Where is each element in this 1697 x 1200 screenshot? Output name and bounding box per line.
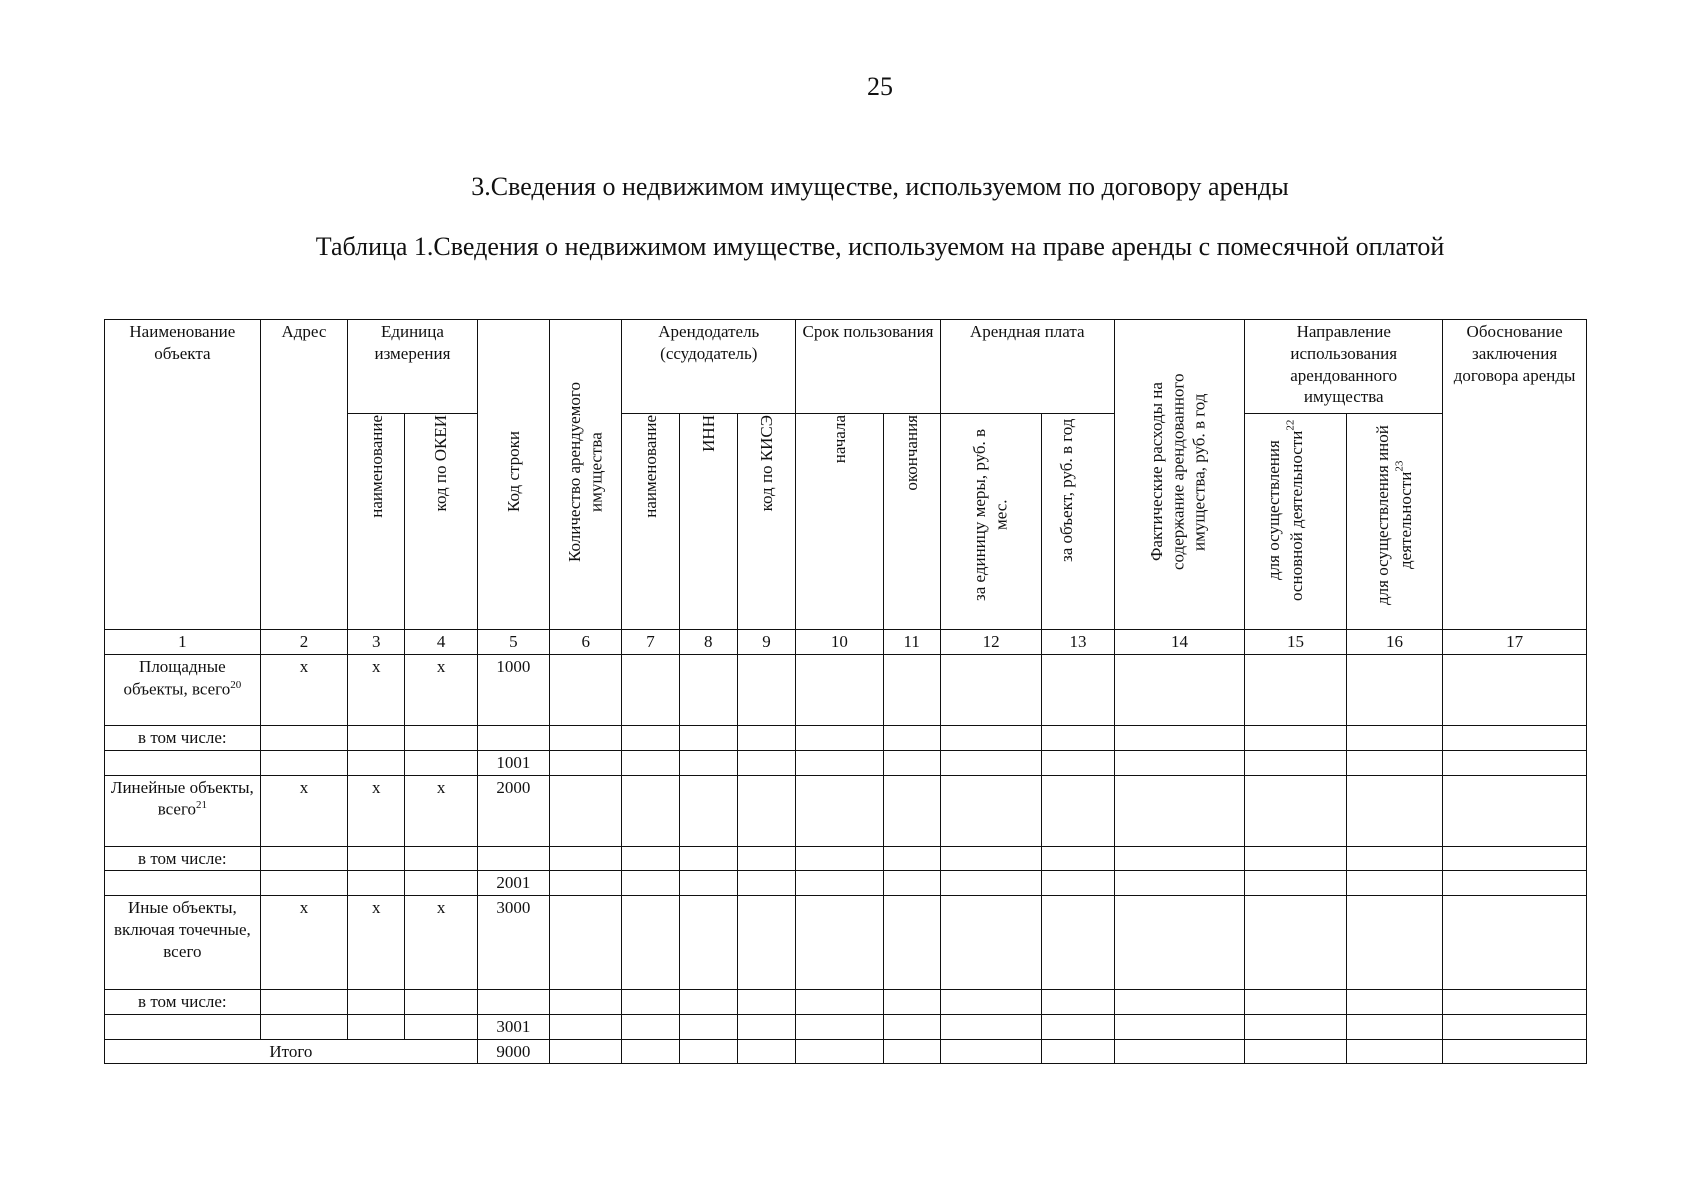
row-code: 2000 xyxy=(477,775,549,846)
header-quantity: Количество арендуемого имущества xyxy=(550,320,622,630)
header-unit-okei: код по ОКЕИ xyxy=(405,414,477,630)
header-lessor-inn: ИНН xyxy=(679,414,737,630)
table-row: Площадные объекты, всего$^{20}$ x x x 1000 xyxy=(105,655,1587,726)
header-row-code: Код строки xyxy=(477,320,549,630)
table-row: в том числе: xyxy=(105,726,1587,751)
row-code: 2001 xyxy=(477,871,549,896)
total-label: Итого xyxy=(105,1039,478,1064)
row-name: Иные объекты, включая точечные, всего xyxy=(105,896,261,990)
row-code: 1000 xyxy=(477,655,549,726)
section-title: 3.Сведения о недвижимом имуществе, используемом по договору аренды xyxy=(471,172,1289,201)
header-lessor-name: наименование xyxy=(622,414,679,630)
header-usage-main: для осуществления основной деятельности$^{22}$ xyxy=(1245,414,1346,630)
page-number: 25 xyxy=(867,72,893,101)
row-code: 3001 xyxy=(477,1014,549,1039)
lease-table xyxy=(104,319,1587,1064)
header-actual-costs: Фактические расходы на содержание арендованного имущества, руб. в год xyxy=(1114,320,1245,630)
table-row: Иные объекты, включая точечные, всего x x x 3000 xyxy=(105,896,1587,990)
header-unit: Единица измерения xyxy=(348,320,478,414)
row-code: 1001 xyxy=(477,750,549,775)
header-address: Адрес xyxy=(260,320,347,630)
header-rent-unit: за единицу меры, руб. в мес. xyxy=(940,414,1041,630)
table-title: Таблица 1.Сведения о недвижимом имуществе, используемом на праве аренды с помесячной оплатой xyxy=(315,232,1445,261)
table-row: в том числе: xyxy=(105,846,1587,871)
table-row: в том числе: xyxy=(105,990,1587,1015)
header-usage-other: для осуществления иной деятельности$^{23}$ xyxy=(1346,414,1442,630)
header-name: Наименование объекта xyxy=(105,320,261,630)
header-unit-name: наименование xyxy=(348,414,405,630)
row-code: 3000 xyxy=(477,896,549,990)
table-row xyxy=(105,1014,1587,1039)
header-term-start: начала xyxy=(796,414,883,630)
row-code: 9000 xyxy=(477,1039,549,1064)
header-usage: Направление использования арендованного имущества xyxy=(1245,320,1443,414)
column-number-row: 1 2 3 4 5 6 7 8 9 10 11 12 13 14 15 16 17 xyxy=(105,630,1587,655)
header-lessor: Арендодатель (ссудодатель) xyxy=(622,320,796,414)
header-rent-object: за объект, руб. в год xyxy=(1042,414,1114,630)
table-row xyxy=(105,871,1587,896)
header-term-end: окончания xyxy=(883,414,940,630)
row-name: Площадные объекты, всего$^{20}$ xyxy=(105,655,261,726)
header-rent: Арендная плата xyxy=(940,320,1114,414)
table-row: Линейные объекты, всего$^{21}$ x x x 2000 xyxy=(105,775,1587,846)
header-term: Срок пользования xyxy=(796,320,941,414)
header-lessor-kis: код по КИСЭ xyxy=(737,414,795,630)
table-row xyxy=(105,750,1587,775)
table-row-total xyxy=(105,1039,1587,1064)
header-justification: Обоснование заключения договора аренды xyxy=(1443,320,1587,630)
row-name: Линейные объекты, всего$^{21}$ xyxy=(105,775,261,846)
